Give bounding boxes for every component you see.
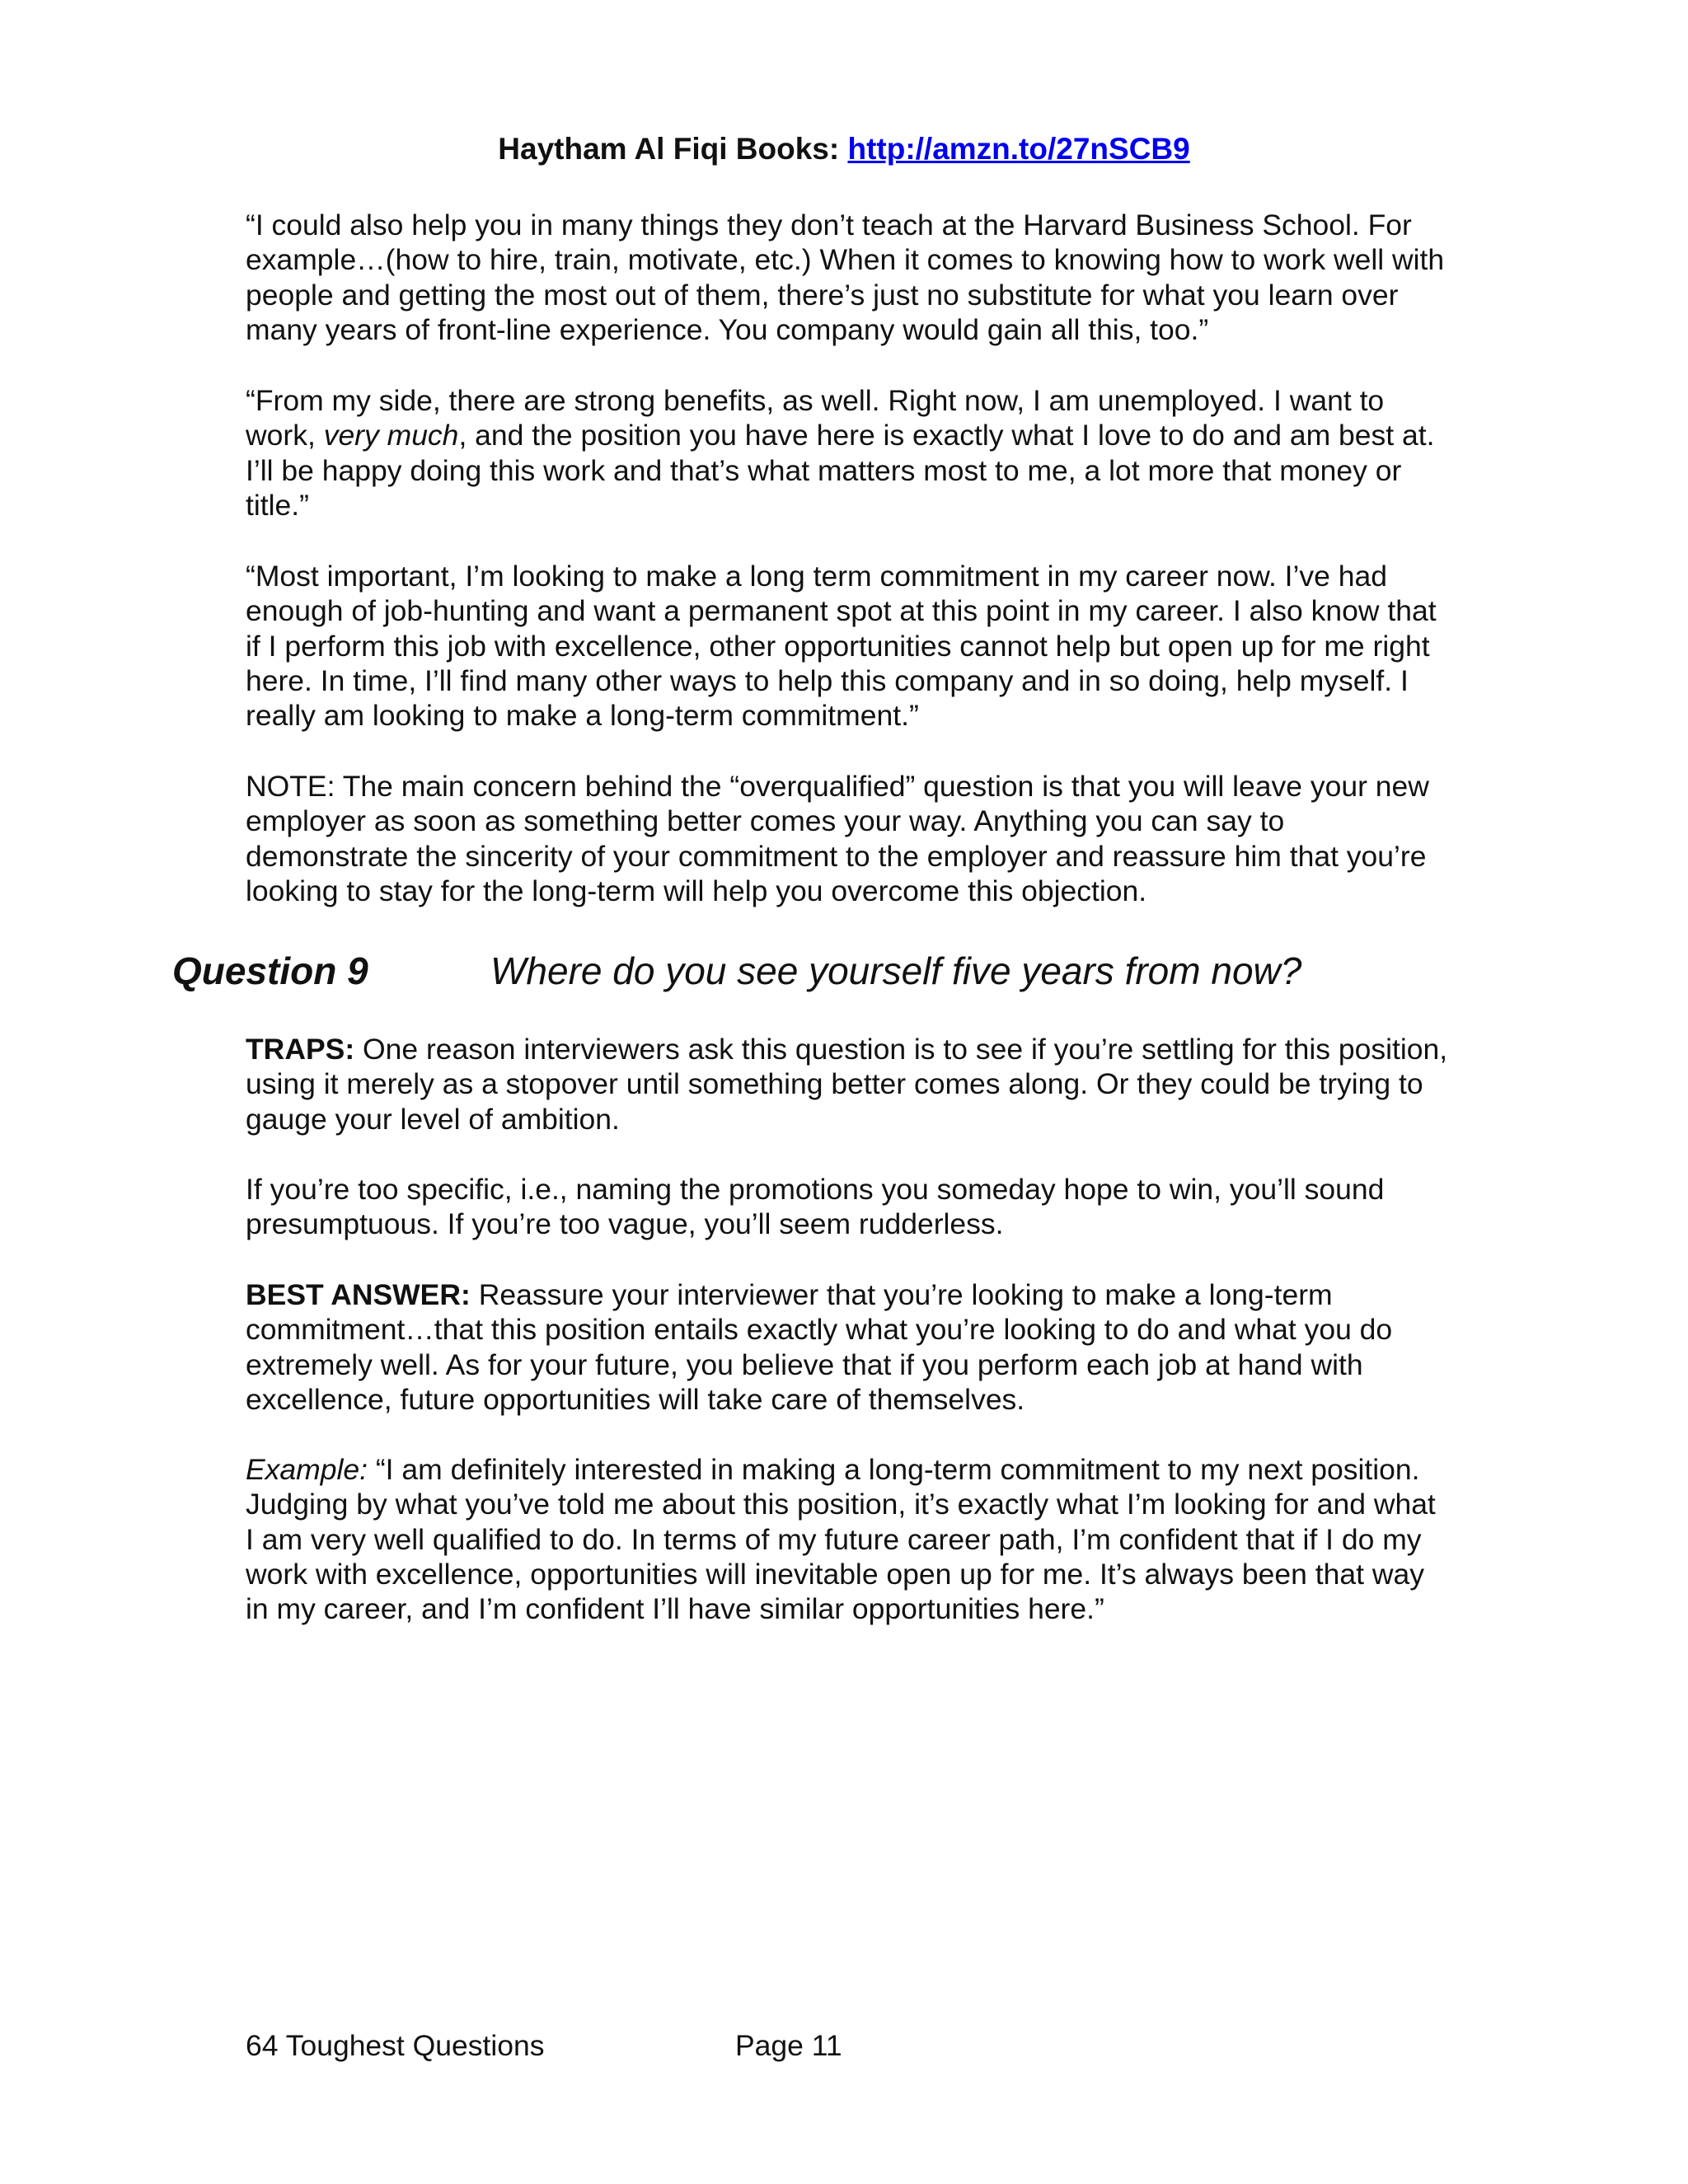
best-answer-label: BEST ANSWER:: [246, 1278, 471, 1311]
paragraph-example: [246, 1452, 1449, 1626]
question-text: Where do you see yourself five years from now?: [490, 949, 1302, 992]
example-text: “I am definitely interested in making a long-term commitment to my next position. Judging by what you’ve told me about this position, it’s exactly what I’m looking for and what I am very well qualified to do. In terms of my future career path, I’m confident that if I do my work with excellence, opportunities will inevitable open up for me. It’s always been that way in my career, and I’m confident I’ll have similar opportunities here.”: [246, 1453, 1436, 1626]
question-heading: [172, 948, 1301, 994]
page-header: [0, 130, 1688, 168]
paragraph-specific: If you’re too specific, i.e., naming the promotions you someday hope to win, you’ll sound presumptuous. If you’re too vague, you’ll seem rudderless.: [246, 1173, 1385, 1241]
question-number: Question 9: [172, 949, 368, 992]
traps-text: One reason interviewers ask this question is to see if you’re settling for this position, using it merely as a stopover until something better comes along. Or they could be trying to gauge your level of ambition.: [246, 1033, 1448, 1136]
emphasis-very-much: very much: [323, 419, 459, 452]
paragraph-traps: [246, 1032, 1449, 1137]
paragraph-benefits-start: “From my side, there are strong benefits, as well. Right now, I am unemployed. I want to work,: [246, 384, 1385, 452]
paragraph-note: NOTE: The main concern behind the “overqualified” question is that you will leave your new employer as soon as something better comes your way. Anything you can say to demonstrate the sincerity of your commitment to the employer and reassure him that you’re looking to stay for the long-term will help you overcome this objection.: [246, 770, 1429, 907]
best-answer-text: Reassure your interviewer that you’re looking to make a long-term commitment…that this position entails exactly what you’re looking to do and what you do extremely well. As for your future, you believe that if you perform each job at hand with excellence, future opportunities will take care of themselves.: [246, 1278, 1393, 1416]
paragraph-benefits: [246, 383, 1449, 523]
traps-label: TRAPS:: [246, 1033, 355, 1066]
books-link[interactable]: http://amzn.to/27nSCB9: [847, 132, 1190, 166]
header-prefix: Haytham Al Fiqi Books:: [498, 132, 848, 166]
paragraph-harvard: “I could also help you in many things they don’t teach at the Harvard Business School. For example…(how to hire, train, motivate, etc.) When it comes to knowing how to work well with people and getting the most out of them, there’s just no substitute for what you learn over many years of front-line experience. You company would gain all this, too.”: [246, 209, 1445, 346]
paragraph-best-answer: [246, 1277, 1449, 1417]
footer-page-number: Page 11: [735, 2029, 842, 2062]
example-label: Example:: [246, 1453, 368, 1486]
paragraph-benefits-end: , and the position you have here is exactly what I love to do and am best at. I’ll be happy doing this work and that’s what matters most to me, a lot more that money or title.”: [246, 419, 1435, 522]
footer-title: 64 Toughest Questions: [246, 2029, 545, 2062]
paragraph-commitment: “Most important, I’m looking to make a long term commitment in my career now. I’ve had enough of job-hunting and want a permanent spot at this point in my career. I also know that if I perform this job with excellence, other opportunities cannot help but open up for me right here. In time, I’ll find many other ways to help this company and in so doing, help myself. I really am looking to make a long-term commitment.”: [246, 560, 1437, 733]
